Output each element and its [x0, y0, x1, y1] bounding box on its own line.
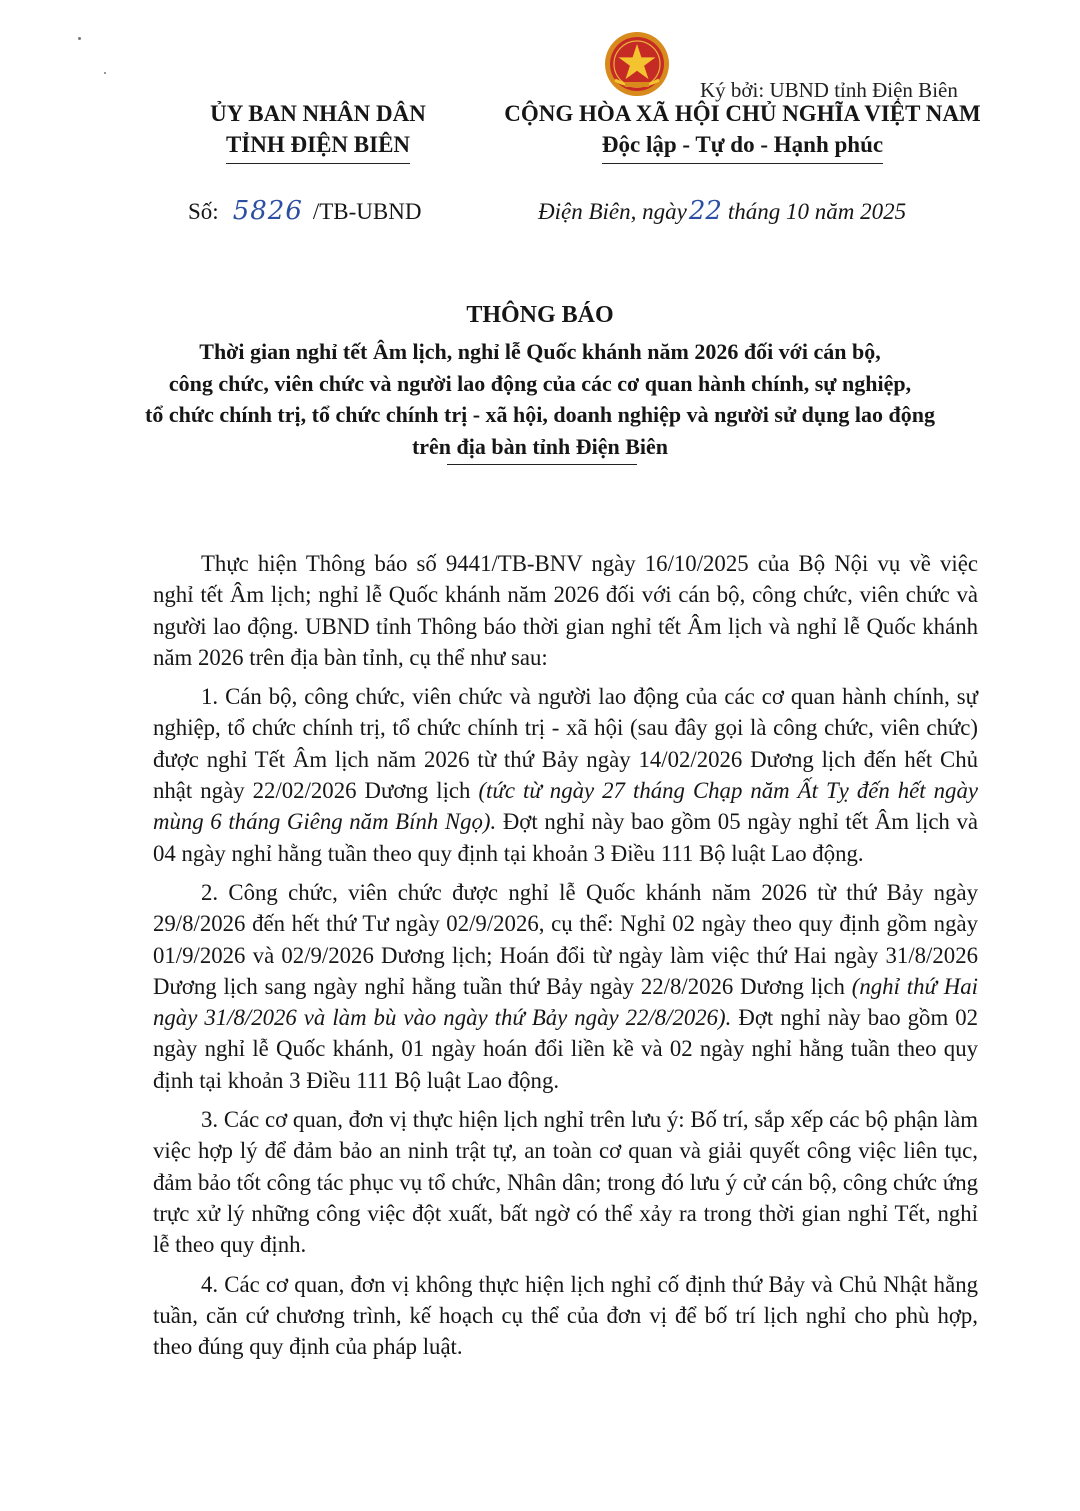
subtitle-line: công chức, viên chức và người lao động của các cơ quan hành chính, sự nghiệp, — [168, 370, 912, 396]
paragraph-intro: Thực hiện Thông báo số 9441/TB-BNV ngày 16/10/2025 của Bộ Nội vụ về việc nghỉ tết Âm lịch; nghỉ lễ Quốc khánh năm 2026 đối với cán bộ, công chức, viên chức và người lao động. UBND tỉnh Thông báo thời gian nghỉ tết Âm lịch và nghỉ lễ Quốc khánh năm 2026 trên địa bàn tỉnh, cụ thể như sau: — [153, 551, 978, 670]
document-date — [538, 196, 906, 226]
scan-speck — [104, 72, 106, 74]
date-prefix: Điện Biên, ngày — [538, 199, 687, 224]
paragraph-2-text: 2. Công chức, viên chức được nghỉ lễ Quốc khánh năm 2026 từ thứ Bảy ngày 29/8/2026 đến hết thứ Tư ngày 02/9/2026, cụ thể: Nghỉ 02 ngày theo quy định gồm ngày 01/9/2026 và 02/9/2026 Dương lịch; Hoán đổi từ ngày làm việc thứ Hai ngày 31/8/2026 Dương lịch sang ngày nghỉ hằng tuần thứ Bảy ngày 22/8/2026 Dương lịch — [153, 879, 978, 999]
handwritten-day: 22 — [688, 196, 722, 226]
paragraph-2-italic: (nghỉ thứ Hai ngày 31/8/2026 và làm bù vào ngày thứ Bảy ngày 22/8/2026). — [153, 973, 978, 1031]
scan-speck — [78, 37, 81, 40]
issuing-authority — [168, 98, 468, 164]
paragraph-1-italic: (tức từ ngày 27 tháng Chạp năm Ất Tỵ đến hết ngày mùng 6 tháng Giêng năm Bính Ngọ). — [153, 778, 978, 835]
subtitle-divider — [447, 464, 637, 465]
paragraph-2 — [153, 877, 978, 1096]
paragraph-2-text-end: Đợt nghỉ này bao gồm 02 ngày nghỉ lễ Quốc khánh, 01 ngày hoán đổi liền kề và 02 ngày nghỉ hằng tuần theo quy định tại khoản 3 Điều 111 Bộ luật Lao động. — [153, 1005, 979, 1093]
subtitle-line: tổ chức chính trị, tổ chức chính trị - xã hội, doanh nghiệp và người sử dụng lao động — [145, 402, 935, 427]
motto: Độc lập - Tự do - Hạnh phúc — [602, 129, 883, 164]
paragraph-3: 3. Các cơ quan, đơn vị thực hiện lịch nghỉ trên lưu ý: Bố trí, sắp xếp các bộ phận làm việc hợp lý để đảm bảo an ninh trật tự, an toàn cơ quan và giải quyết công việc liên tục, đảm bảo tốt công tác phục vụ tổ chức, Nhân dân; trong đó lưu ý cử cán bộ, công chức ứng trực xử lý những công việc đột xuất, bất ngờ có thể xảy ra trong thời gian nghỉ Tết, nghỉ lễ theo quy định. — [153, 1107, 978, 1258]
paragraph-1 — [153, 681, 978, 869]
national-emblem-icon — [603, 30, 671, 98]
authority-line-1: ỦY BAN NHÂN DÂN — [210, 101, 426, 126]
document-body — [153, 548, 978, 1370]
authority-line-2: TỈNH ĐIỆN BIÊN — [226, 129, 410, 164]
country-name: CỘNG HÒA XÃ HỘI CHỦ NGHĨA VIỆT NAM — [504, 101, 981, 126]
handwritten-number: 5826 — [232, 196, 303, 226]
subtitle-line: trên địa bàn tỉnh Điện Biên — [411, 433, 669, 459]
paragraph-1-text-end: Đợt nghỉ này bao gồm 05 ngày nghỉ tết Âm lịch và 04 ngày nghỉ hằng tuần theo quy định tại khoản 3 Điều 111 Bộ luật Lao động. — [153, 809, 978, 866]
subtitle-line: Thời gian nghỉ tết Âm lịch, nghỉ lễ Quốc khánh năm 2026 đối với cán bộ, — [199, 339, 881, 364]
national-motto — [480, 98, 1005, 164]
paragraph-1-text: 1. Cán bộ, công chức, viên chức và người lao động của các cơ quan hành chính, sự nghiệp, tổ chức chính trị, tổ chức chính trị - xã hội (sau đây gọi là công chức, viên chức) được nghỉ Tết Âm lịch năm 2026 từ thứ Bảy ngày 14/02/2026 Dương lịch đến hết Chủ nhật ngày 22/02/2026 Dương lịch — [153, 684, 978, 804]
digital-signature-stamp: Ký bởi: UBND tỉnh Điện Biên — [700, 78, 958, 102]
document-number — [188, 196, 421, 226]
number-suffix: /TB-UBND — [312, 199, 422, 224]
date-suffix: tháng 10 năm 2025 — [727, 199, 907, 224]
paragraph-4: 4. Các cơ quan, đơn vị không thực hiện lịch nghỉ cố định thứ Bảy và Chủ Nhật hằng tuần, căn cứ chương trình, kế hoạch cụ thể của đơn vị để bố trí lịch nghỉ cho phù hợp, theo đúng quy định của pháp luật. — [153, 1271, 978, 1360]
number-label: Số: — [188, 199, 219, 224]
document-subtitle — [120, 336, 960, 462]
document-title: THÔNG BÁO — [466, 302, 614, 328]
